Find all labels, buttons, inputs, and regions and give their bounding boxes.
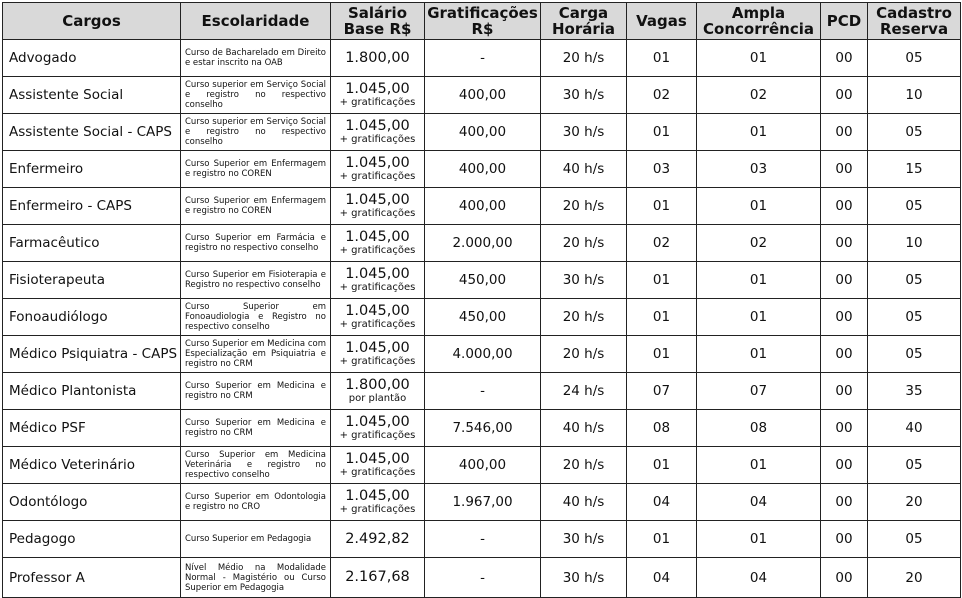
pcd-cell: 00 (821, 225, 868, 262)
salario-value: 1.045,00 (345, 488, 410, 504)
carga-horaria-cell: 30 h/s (541, 262, 627, 299)
cargo-cell: Médico PSF (3, 410, 181, 447)
gratificacoes-cell: 400,00 (425, 114, 541, 151)
cargo-cell: Advogado (3, 40, 181, 77)
escolaridade-cell: Curso superior em Serviço Social e registro no respectivo conselho (181, 77, 331, 114)
carga-horaria-cell: 30 h/s (541, 521, 627, 558)
header-carga: Carga Horária (541, 3, 627, 40)
pcd-cell: 00 (821, 558, 868, 598)
cargo-cell: Enfermeiro - CAPS (3, 188, 181, 225)
salario-value: 2.167,68 (345, 569, 410, 585)
table-row (3, 484, 961, 521)
table-row (3, 447, 961, 484)
vagas-cell: 01 (627, 114, 697, 151)
escolaridade-cell: Curso de Bacharelado em Direito e estar inscrito na OAB (181, 40, 331, 77)
vagas-cell: 01 (627, 299, 697, 336)
pcd-cell: 00 (821, 151, 868, 188)
salario-value: 1.045,00 (345, 303, 410, 319)
cadastro-reserva-cell: 15 (868, 151, 961, 188)
salario-note: + gratificações (339, 356, 416, 367)
salario-cell (331, 484, 425, 521)
pcd-cell: 00 (821, 77, 868, 114)
header-cadastro: Cadastro Reserva (868, 3, 961, 40)
escolaridade-cell: Curso Superior em Enfermagem e registro no COREN (181, 151, 331, 188)
header-pcd: PCD (821, 3, 868, 40)
gratificacoes-cell: 400,00 (425, 77, 541, 114)
table-row (3, 114, 961, 151)
cadastro-reserva-cell: 20 (868, 558, 961, 598)
ampla-concorrencia-cell: 01 (697, 447, 821, 484)
vagas-cell: 04 (627, 558, 697, 598)
cadastro-reserva-cell: 35 (868, 373, 961, 410)
salario-note: + gratificações (339, 171, 416, 182)
vagas-cell: 03 (627, 151, 697, 188)
ampla-concorrencia-cell: 01 (697, 336, 821, 373)
salario-value: 1.045,00 (345, 155, 410, 171)
pcd-cell: 00 (821, 410, 868, 447)
carga-horaria-cell: 20 h/s (541, 447, 627, 484)
table-row (3, 373, 961, 410)
salario-cell (331, 114, 425, 151)
carga-horaria-cell: 40 h/s (541, 151, 627, 188)
escolaridade-cell: Curso Superior em Enfermagem e registro no COREN (181, 188, 331, 225)
salario-cell (331, 410, 425, 447)
cargo-cell: Fonoaudiólogo (3, 299, 181, 336)
cadastro-reserva-cell: 05 (868, 262, 961, 299)
pcd-cell: 00 (821, 484, 868, 521)
salario-note: + gratificações (339, 467, 416, 478)
cargo-cell: Médico Plantonista (3, 373, 181, 410)
escolaridade-cell: Curso Superior em Medicina Veterinária e registro no respectivo conselho (181, 447, 331, 484)
vagas-cell: 01 (627, 521, 697, 558)
pcd-cell: 00 (821, 521, 868, 558)
salario-note: + gratificações (339, 504, 416, 515)
cargo-cell: Enfermeiro (3, 151, 181, 188)
salario-value: 1.045,00 (345, 340, 410, 356)
salario-note: + gratificações (339, 208, 416, 219)
carga-horaria-cell: 20 h/s (541, 299, 627, 336)
gratificacoes-cell: 400,00 (425, 447, 541, 484)
salario-cell (331, 558, 425, 598)
salario-value: 1.045,00 (345, 266, 410, 282)
cadastro-reserva-cell: 05 (868, 521, 961, 558)
salario-cell (331, 447, 425, 484)
pcd-cell: 00 (821, 336, 868, 373)
gratificacoes-cell: - (425, 521, 541, 558)
gratificacoes-cell: 4.000,00 (425, 336, 541, 373)
cadastro-reserva-cell: 20 (868, 484, 961, 521)
gratificacoes-cell: 400,00 (425, 151, 541, 188)
carga-horaria-cell: 40 h/s (541, 410, 627, 447)
table-body (3, 40, 961, 598)
vagas-cell: 07 (627, 373, 697, 410)
escolaridade-cell: Nível Médio na Modalidade Normal - Magistério ou Curso Superior em Pedagogia (181, 558, 331, 598)
ampla-concorrencia-cell: 01 (697, 262, 821, 299)
carga-horaria-cell: 20 h/s (541, 336, 627, 373)
table-row (3, 410, 961, 447)
cadastro-reserva-cell: 05 (868, 447, 961, 484)
escolaridade-cell: Curso Superior em Fisioterapia e Registro no respectivo conselho (181, 262, 331, 299)
ampla-concorrencia-cell: 08 (697, 410, 821, 447)
gratificacoes-cell: 450,00 (425, 262, 541, 299)
salario-value: 1.045,00 (345, 229, 410, 245)
salario-cell (331, 336, 425, 373)
escolaridade-cell: Curso Superior em Pedagogia (181, 521, 331, 558)
table-row (3, 558, 961, 598)
carga-horaria-cell: 24 h/s (541, 373, 627, 410)
vagas-cell: 04 (627, 484, 697, 521)
cadastro-reserva-cell: 40 (868, 410, 961, 447)
escolaridade-cell: Curso Superior em Farmácia e registro no respectivo conselho (181, 225, 331, 262)
pcd-cell: 00 (821, 188, 868, 225)
gratificacoes-cell: - (425, 558, 541, 598)
cadastro-reserva-cell: 10 (868, 225, 961, 262)
carga-horaria-cell: 30 h/s (541, 558, 627, 598)
cargo-cell: Farmacêutico (3, 225, 181, 262)
escolaridade-cell: Curso Superior em Fonoaudiologia e Registro no respectivo conselho (181, 299, 331, 336)
header-vagas: Vagas (627, 3, 697, 40)
header-escolaridade: Escolaridade (181, 3, 331, 40)
table-row (3, 225, 961, 262)
vagas-cell: 08 (627, 410, 697, 447)
cargo-cell: Odontólogo (3, 484, 181, 521)
table-row (3, 188, 961, 225)
vagas-cell: 01 (627, 40, 697, 77)
cadastro-reserva-cell: 10 (868, 77, 961, 114)
ampla-concorrencia-cell: 01 (697, 521, 821, 558)
carga-horaria-cell: 20 h/s (541, 40, 627, 77)
vagas-cell: 02 (627, 77, 697, 114)
cargo-cell: Médico Psiquiatra - CAPS (3, 336, 181, 373)
salario-cell (331, 521, 425, 558)
cargo-cell: Professor A (3, 558, 181, 598)
salario-value: 1.045,00 (345, 451, 410, 467)
carga-horaria-cell: 40 h/s (541, 484, 627, 521)
ampla-concorrencia-cell: 02 (697, 225, 821, 262)
gratificacoes-cell: 7.546,00 (425, 410, 541, 447)
salario-cell (331, 151, 425, 188)
pcd-cell: 00 (821, 373, 868, 410)
header-salario: Salário Base R$ (331, 3, 425, 40)
gratificacoes-cell: 450,00 (425, 299, 541, 336)
escolaridade-cell: Curso Superior em Odontologia e registro no CRO (181, 484, 331, 521)
escolaridade-cell: Curso Superior em Medicina e registro no CRM (181, 410, 331, 447)
escolaridade-cell: Curso Superior em Medicina e registro no CRM (181, 373, 331, 410)
salario-value: 1.800,00 (345, 49, 410, 66)
table-row (3, 299, 961, 336)
cadastro-reserva-cell: 05 (868, 299, 961, 336)
pcd-cell: 00 (821, 262, 868, 299)
cargo-cell: Pedagogo (3, 521, 181, 558)
salario-value: 1.800,00 (345, 377, 410, 393)
gratificacoes-cell: 400,00 (425, 188, 541, 225)
gratificacoes-cell: 1.967,00 (425, 484, 541, 521)
salario-note: + gratificações (339, 245, 416, 256)
salario-note: + gratificações (339, 319, 416, 330)
table-row (3, 336, 961, 373)
vagas-cell: 01 (627, 336, 697, 373)
header-cargos: Cargos (3, 3, 181, 40)
cargo-cell: Fisioterapeuta (3, 262, 181, 299)
header-gratificacoes: Gratificações R$ (425, 3, 541, 40)
salario-note: + gratificações (339, 282, 416, 293)
cadastro-reserva-cell: 05 (868, 114, 961, 151)
ampla-concorrencia-cell: 01 (697, 114, 821, 151)
pcd-cell: 00 (821, 40, 868, 77)
vagas-cell: 02 (627, 225, 697, 262)
ampla-concorrencia-cell: 02 (697, 77, 821, 114)
vagas-cell: 01 (627, 262, 697, 299)
salario-note: + gratificações (339, 97, 416, 108)
cadastro-reserva-cell: 05 (868, 188, 961, 225)
cargo-cell: Assistente Social - CAPS (3, 114, 181, 151)
gratificacoes-cell: - (425, 373, 541, 410)
carga-horaria-cell: 30 h/s (541, 114, 627, 151)
salario-value: 2.492,82 (345, 530, 410, 547)
header-row (3, 3, 961, 40)
salario-note: por plantão (348, 393, 407, 404)
table-row (3, 40, 961, 77)
ampla-concorrencia-cell: 04 (697, 558, 821, 598)
gratificacoes-cell: 2.000,00 (425, 225, 541, 262)
cargo-cell: Médico Veterinário (3, 447, 181, 484)
salario-cell (331, 262, 425, 299)
ampla-concorrencia-cell: 01 (697, 188, 821, 225)
ampla-concorrencia-cell: 03 (697, 151, 821, 188)
cadastro-reserva-cell: 05 (868, 40, 961, 77)
salario-cell (331, 40, 425, 77)
salario-cell (331, 77, 425, 114)
salario-value: 1.045,00 (345, 192, 410, 208)
vagas-cell: 01 (627, 188, 697, 225)
pcd-cell: 00 (821, 447, 868, 484)
table-row (3, 151, 961, 188)
salario-value: 1.045,00 (345, 414, 410, 430)
salario-cell (331, 225, 425, 262)
carga-horaria-cell: 20 h/s (541, 188, 627, 225)
salario-cell (331, 188, 425, 225)
table-row (3, 77, 961, 114)
gratificacoes-cell: - (425, 40, 541, 77)
salario-note: + gratificações (339, 134, 416, 145)
salario-value: 1.045,00 (345, 81, 410, 97)
vagas-cell: 01 (627, 447, 697, 484)
salario-cell (331, 373, 425, 410)
ampla-concorrencia-cell: 07 (697, 373, 821, 410)
escolaridade-cell: Curso Superior em Medicina com Especialização em Psiquiatria e registro no CRM (181, 336, 331, 373)
ampla-concorrencia-cell: 01 (697, 299, 821, 336)
carga-horaria-cell: 20 h/s (541, 225, 627, 262)
escolaridade-cell: Curso superior em Serviço Social e registro no respectivo conselho (181, 114, 331, 151)
vacancies-table (2, 2, 961, 598)
cadastro-reserva-cell: 05 (868, 336, 961, 373)
ampla-concorrencia-cell: 01 (697, 40, 821, 77)
salario-cell (331, 299, 425, 336)
table-row (3, 262, 961, 299)
ampla-concorrencia-cell: 04 (697, 484, 821, 521)
header-ampla: Ampla Concorrência (697, 3, 821, 40)
salario-note: + gratificações (339, 430, 416, 441)
pcd-cell: 00 (821, 114, 868, 151)
pcd-cell: 00 (821, 299, 868, 336)
carga-horaria-cell: 30 h/s (541, 77, 627, 114)
salario-value: 1.045,00 (345, 118, 410, 134)
table-row (3, 521, 961, 558)
cargo-cell: Assistente Social (3, 77, 181, 114)
